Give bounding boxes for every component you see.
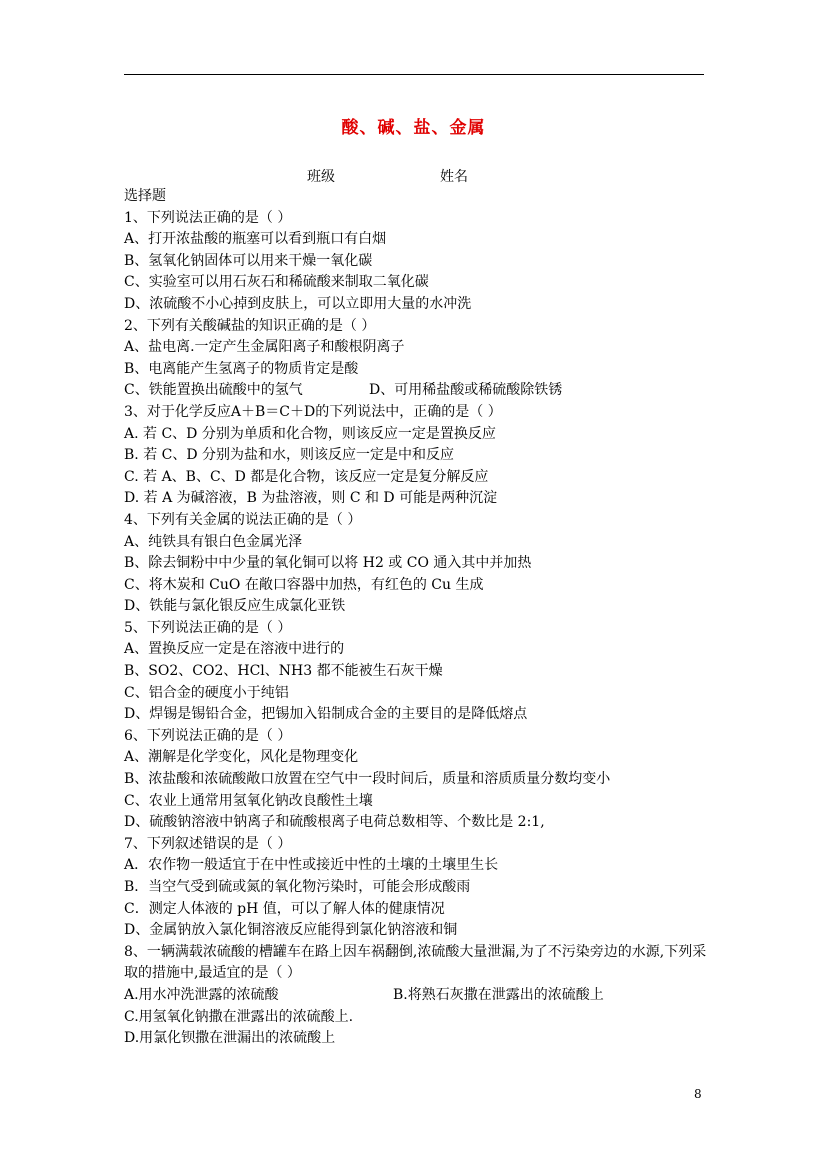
text-line: 6、下列说法正确的是（ ）: [124, 727, 292, 744]
document-title: 酸、碱、盐、金属: [341, 118, 486, 138]
q2-options-cd: [124, 380, 709, 402]
text-line: C、农业上通常用氢氧化钠改良酸性土壤: [124, 792, 373, 809]
text-line: C．测定人体液的 pH 值，可以了解人体的健康情况: [124, 900, 445, 917]
text-line: B、SO2、CO2、HCl、NH3 都不能被生石灰干燥: [124, 663, 443, 680]
text-line: 4、下列有关金属的说法正确的是（ ）: [124, 511, 362, 528]
q8-stem: 8、一辆满载浓硫酸的槽罐车在路上因车祸翻倒,浓硫酸大量泄漏,为了不污染旁边的水源,下列采取的措施中,最适宜的是（ ）: [124, 943, 707, 982]
page-number: 8: [694, 1087, 702, 1101]
text-line: B、电离能产生氢离子的物质肯定是酸: [124, 360, 359, 377]
text-line: A、打开浓盐酸的瓶塞可以看到瓶口有白烟: [124, 231, 387, 248]
text-line: B. 若 C、D 分别为盐和水，则该反应一定是中和反应: [124, 447, 455, 464]
class-label: 班级: [307, 169, 335, 185]
q8-options-ab: [124, 985, 709, 1007]
text-line: A、潮解是化学变化，风化是物理变化: [124, 749, 359, 766]
text-line: D、浓硫酸不小心掉到皮肤上，可以立即用大量的水冲洗: [124, 295, 472, 312]
q2-option-d: D、可用稀盐酸或稀硫酸除铁锈: [369, 382, 563, 399]
text-line: B、氢氧化钠固体可以用来干燥一氧化碳: [124, 252, 373, 269]
text-line: A. 若 C、D 分别为单质和化合物，则该反应一定是置换反应: [124, 425, 496, 442]
text-line: D、金属钠放入氯化铜溶液反应能得到氯化钠溶液和铜: [124, 922, 458, 939]
text-line: D. 若 A 为碱溶液，B 为盐溶液，则 C 和 D 可能是两种沉淀: [124, 490, 498, 507]
text-line: 2、下列有关酸碱盐的知识正确的是（ ）: [124, 317, 376, 334]
text-line: 5、下列说法正确的是（ ）: [124, 619, 292, 636]
text-line: D、铁能与氯化银反应生成氯化亚铁: [124, 598, 346, 615]
text-line: C、将木炭和 CuO 在敞口容器中加热，有红色的 Cu 生成: [124, 576, 484, 593]
text-line: B、除去铜粉中中少量的氧化铜可以将 H2 或 CO 通入其中并加热: [124, 555, 532, 572]
text-line: A、置换反应一定是在溶液中进行的: [124, 641, 345, 658]
text-line: C、铝合金的硬度小于纯铝: [124, 684, 289, 701]
q8-option-c: C.用氢氧化钠撒在泄露出的浓硫酸上.: [124, 1008, 354, 1025]
q8-option-a: A.用水冲洗泄露的浓硫酸: [124, 986, 279, 1003]
text-line: A、纯铁具有银白色金属光泽: [124, 533, 303, 550]
text-line: 7、下列叙述错误的是（ ）: [124, 835, 292, 852]
section-heading: 选择题: [124, 188, 166, 204]
text-line: 3、对于化学反应A＋B＝C＋D的下列说法中，正确的是（ ）: [124, 403, 502, 420]
q8-option-b: B.将熟石灰撒在泄露出的浓硫酸上: [393, 986, 604, 1003]
text-line: 1、下列说法正确的是（ ）: [124, 209, 292, 226]
q2-option-c: C、铁能置换出硫酸中的氢气: [124, 382, 303, 399]
text-line: A、盐电离.一定产生金属阳离子和酸根阴离子: [124, 339, 405, 356]
text-line: B．当空气受到硫或氮的氧化物污染时，可能会形成酸雨: [124, 879, 471, 895]
question-body: [124, 186, 709, 1050]
text-line: D、硫酸钠溶液中钠离子和硫酸根离子电荷总数相等、个数比是 2:1,: [124, 814, 545, 831]
text-line: A．农作物一般适宜于在中性或接近中性的土壤的土壤里生长: [124, 857, 499, 874]
text-line: C、实验室可以用石灰石和稀硫酸来制取二氧化碳: [124, 274, 429, 291]
name-label: 姓名: [440, 169, 468, 185]
text-line: D、焊锡是锡铅合金，把锡加入铅制成合金的主要目的是降低熔点: [124, 706, 528, 723]
q8-option-d: D.用氯化钡撒在泄漏出的浓硫酸上: [124, 1030, 336, 1047]
text-line: B、浓盐酸和浓硫酸敞口放置在空气中一段时间后，质量和溶质质量分数均变小: [124, 771, 611, 788]
header-rule: [124, 74, 704, 75]
text-line: C. 若 A、B、C、D 都是化合物，该反应一定是复分解反应: [124, 468, 489, 485]
